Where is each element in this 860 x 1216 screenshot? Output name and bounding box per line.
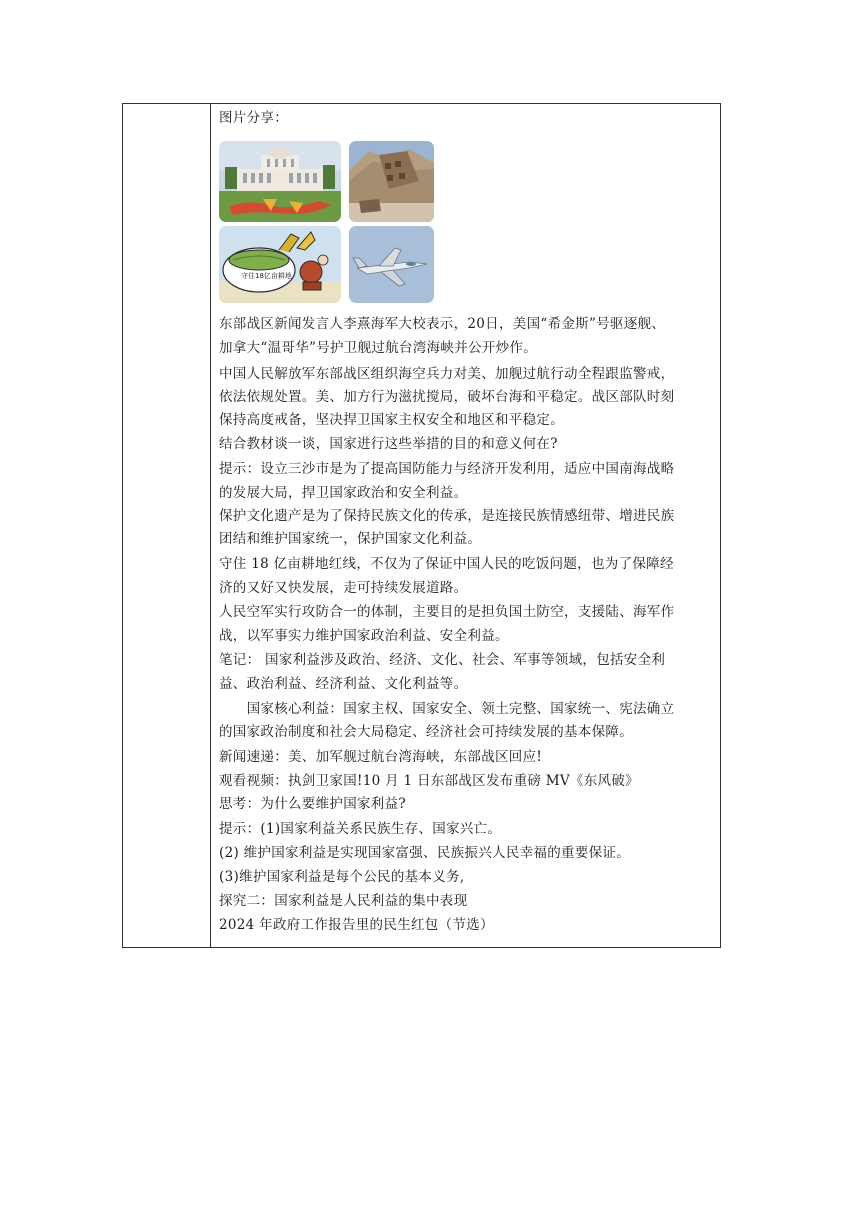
text-line: 观看视频：执剑卫家国!10 月 1 日东部战区发布重磅 MV《东风破》: [219, 773, 639, 789]
sansha-city-photo: [219, 141, 341, 222]
text-line: (3)维护国家利益是每个公民的基本义务,: [219, 869, 465, 885]
lesson-table: [122, 103, 721, 948]
fighter-jet-photo: [349, 226, 434, 303]
text-line: 团结和维护国家统一，保护国家文化利益。: [219, 531, 482, 547]
text-line: 新闻速递：美、加军舰过航台湾海峡，东部战区回应!: [219, 749, 543, 765]
text-line: 东部战区新闻发言人李熹海军大校表示，20日，美国“希金斯”号驱逐舰、: [219, 316, 666, 332]
text-line: 提示：(1)国家利益关系民族生存、国家兴亡。: [219, 821, 502, 837]
text-line: 2024 年政府工作报告里的民生红包（节选）: [219, 917, 494, 933]
text-line: 思考：为什么要维护国家利益?: [219, 796, 406, 812]
grottoes-photo: [349, 141, 434, 222]
text-line: 提示：设立三沙市是为了提高国防能力与经济开发利用，适应中国南海战略: [219, 461, 675, 477]
text-line: 保持高度戒备，坚决捍卫国家主权安全和地区和平稳定。: [219, 412, 564, 428]
text-line: 人民空军实行攻防合一的体制，主要目的是担负国土防空，支援陆、海军作: [219, 604, 675, 620]
cartoon-caption: 守住18亿亩耕地: [241, 272, 292, 280]
column-divider: [210, 104, 211, 947]
text-line: 中国人民解放军东部战区组织海空兵力对美、加舰过航行动全程跟监警戒，: [219, 366, 675, 382]
text-line: 战，以军事实力维护国家政治利益、安全利益。: [219, 628, 509, 644]
text-line: 笔记： 国家利益涉及政治、经济、文化、社会、军事等领域，包括安全利: [219, 652, 666, 668]
farmland-cartoon: [219, 226, 341, 303]
text-line: 依法依规处置。美、加方行为滋扰搅局，破坏台海和平稳定。战区部队时刻: [219, 389, 675, 405]
text-line: 的国家政治制度和社会大局稳定、经济社会可持续发展的基本保障。: [219, 724, 633, 740]
text-line: 结合教材谈一谈，国家进行这些举措的目的和意义何在?: [219, 436, 558, 452]
text-line: 的发展大局，捍卫国家政治和安全利益。: [219, 485, 468, 501]
text-line: 加拿大“温哥华”号护卫舰过航台湾海峡并公开炒作。: [219, 340, 538, 356]
text-line: 益、政治利益、经济利益、文化利益等。: [219, 676, 468, 692]
text-line: 探究二：国家利益是人民利益的集中表现: [219, 893, 468, 909]
text-line: (2) 维护国家利益是实现国家富强、民族振兴人民幸福的重要保证。: [219, 845, 631, 861]
text-line: 国家核心利益：国家主权、国家安全、领土完整、国家统一、宪法确立: [219, 701, 675, 717]
text-line: 济的又好又快发展，走可持续发展道路。: [219, 580, 468, 596]
text-line: 图片分享：: [219, 110, 288, 126]
text-line: 保护文化遗产是为了保持民族文化的传承，是连接民族情感纽带、增进民族: [219, 508, 675, 524]
text-line: 守住 18 亿亩耕地红线，不仅为了保证中国人民的吃饭问题，也为了保障经: [219, 556, 674, 572]
